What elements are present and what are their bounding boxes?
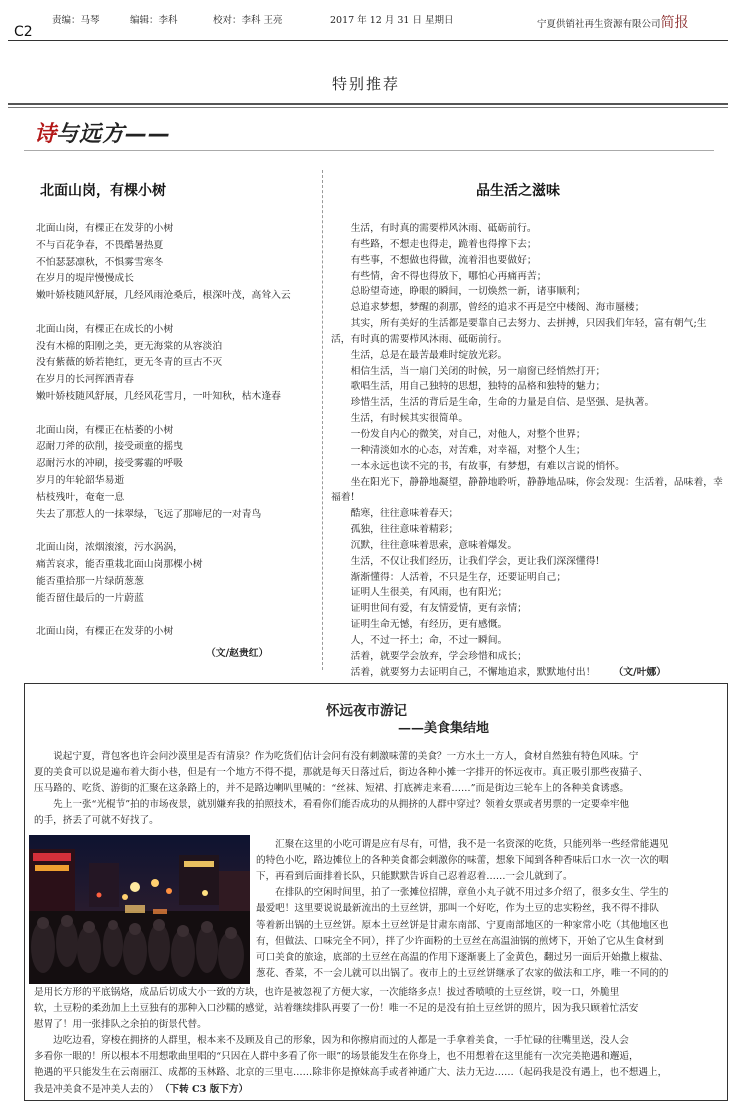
essay-line-text: 活着，就要努力去证明自己，不懈地追求，默默地付出！	[331, 666, 596, 678]
column-divider	[322, 170, 323, 670]
left-article-author: （文/赵贵红）	[206, 648, 269, 659]
poem-line: 岁月的年轮韶华易逝	[36, 474, 125, 486]
essay-line: 珍惜生活，生活的背后是生命，生命的力量是自信、是坚强、是执著。	[331, 397, 655, 409]
essay-line	[331, 665, 723, 681]
feature-line: 在排队的空闲时间里，拍了一张摊位招牌，章鱼小丸子就不用过多介绍了，很多女生、学生的	[256, 887, 669, 899]
left-article-title: 北面山岗，有棵小树	[40, 183, 166, 199]
essay-line: 生活，有时候其实很简单。	[331, 413, 469, 425]
feature-line	[34, 1082, 248, 1098]
poem-line: 北面山岗，有棵正在发芽的小树	[36, 223, 174, 234]
essay-line: 有些事，不想做也得做，流着泪也要做好；	[331, 254, 537, 266]
poem-line: 在岁月的堤岸慢慢成长	[36, 273, 134, 285]
editor-in-charge: 责编：马琴	[52, 15, 100, 26]
poem-line: 不与百花争春，不畏酷暑热夏	[36, 239, 164, 251]
essay-line: 总追求梦想，梦醒的刹那，曾经的追求不再是空中楼阁、海市蜃楼；	[331, 302, 645, 314]
essay-line: 坐在阳光下，静静地凝望，静静地聆听，静静地品味，你会发现：生活着，品味着，幸福着!	[331, 476, 723, 504]
essay-line: 生活，不仅让我们经历，让我们学会，更让我们深深懂得!	[331, 555, 600, 567]
essay-line: 渐渐懂得：人活着，不只是生存，还要证明自己；	[331, 571, 567, 583]
feature-line: 是用长方形的平底锅烙，成品后切成大小一致的方块，也许是被忽视了方便大家，一次能络多点！拔过香喷喷的土豆丝饼，咬一口，外脆里	[34, 986, 620, 998]
poem-line: 没有紫薇的娇若艳红，更无冬青的亘古不灭	[36, 357, 223, 369]
essay-line: 总盼望奇迹，睁眼的瞬间，一切焕然一新，诸事顺利；	[331, 286, 586, 298]
feature-line: 等着新出锅的土豆丝饼。原本土豆丝饼是甘肃东南部、宁夏南部地区的一种家常小吃（其他地区也	[256, 919, 669, 931]
feature-line: 可口美食的旅途，底部的土豆丝在高温的作用下逐渐裹上了金黄色，翻过另一面后开始撒上椒盐、	[256, 951, 669, 963]
poem-line: 忍耐刀斧的砍削，接受顽童的摇曳	[36, 441, 183, 453]
feature-line: 葱花、香菜，不一会儿就可以出锅了。夜市上的土豆丝饼继承了农家的做法和工序，唯一不同的的	[256, 967, 669, 979]
essay-line: 生活，总是在最苦最难时绽放光彩。	[331, 349, 508, 361]
banner-rule	[24, 150, 714, 151]
feature-line: 的特色小吃，路边摊位上的各种美食都会刺激你的味蕾，想象下闻到各种香味后口水一次一次的咽	[256, 855, 669, 867]
feature-subtitle: ——美食集结地	[398, 721, 490, 736]
essay-line: 证明人生很美，有风雨，也有阳光；	[331, 587, 508, 599]
essay-line: 一种清淡如水的心态，对苦难，对幸福，对整个人生；	[331, 444, 586, 456]
poem-line: 北面山岗，浓烟滚滚，污水涡涡，	[36, 542, 183, 554]
feature-line: 说起宁夏，背包客也许会问沙漠里是否有清泉？作为吃货们估计会问有没有刺激味蕾的美食？一方水土一方人，食材自然独有特色风味。宁	[34, 751, 639, 762]
poem-line: 没有木棉的阳刚之美，更无海棠的从容淡泊	[36, 340, 223, 352]
poem-line: 忍耐污水的冲刷，接受雾霾的呼吸	[36, 458, 183, 470]
night-market-photo	[29, 835, 250, 984]
feature-line: 多看你一眼的！所以根本不用想歌曲里唱的“只因在人群中多看了你一眼”的场景能发生在你身上，也不用想着在这里能有一次完美艳遇和邂逅，	[34, 1051, 639, 1063]
poem-line: 在岁月的长河挥洒青春	[36, 374, 134, 386]
poem-line: 痛苦哀求，能否重栽北面山岗那棵小树	[36, 558, 203, 570]
feature-line: 有，但做法、口味完全不同），拌了少许面粉的土豆丝在高温油锅的煎烤下，开始了它从生食材到	[256, 935, 664, 947]
poem-line: 嫩叶娇枝随风舒展，几经风雨沧桑后，根深叶茂，高耸入云	[36, 290, 291, 302]
section-title: 特别推荐	[331, 75, 400, 93]
essay-line: 人，不过一抔土；命，不过一瞬间。	[331, 634, 508, 646]
feature-line: 夏的美食可以说是遍布着大街小巷，但是有一个地方不得不提，那就是每天日落过后，街边各种小摊一字排开的怀远夜市。真正吸引那些夜猫子、	[34, 767, 648, 779]
essay-line: 一本永远也读不完的书，有故事，有梦想，有难以言说的悄怀。	[331, 460, 625, 472]
essay-line: 歌唱生活，用自己独特的思想，独特的品格和独特的魅力；	[331, 381, 606, 393]
paper-brand: 简报	[660, 15, 689, 31]
poem-line: 北面山岗，有棵正在成长的小树	[36, 323, 174, 335]
poem-line: 失去了那惹人的一抹翠绿，飞远了那啼尼的一对青鸟	[36, 508, 262, 520]
feature-line: 汇聚在这里的小吃可谓是应有尽有，可惜，我不是一名资深的吃货，只能列举一些经常能遇见	[256, 839, 669, 850]
issue-date: 2017 年 12 月 31 日 星期日	[330, 15, 454, 26]
feature-line: 压马路的、吃货、游街的汇聚在这条路上的，并不是路边喇叭里喊的：“丝袜、短裙、打底裤走来看……”而是街边三轮车上的各种美食诱惑。	[34, 783, 630, 795]
essay-line: 证明生命无憾，有经历，更有感慨。	[331, 619, 508, 631]
poem-line: 北面山岗，有棵正在发芽的小树	[36, 626, 174, 638]
essay-line: 一份发自内心的微笑，对自己，对他人，对整个世界；	[331, 428, 586, 440]
poem-body	[36, 221, 322, 641]
essay-line: 其实，所有美好的生活都是要靠自己去努力、去拼搏，只因我们年轻，富有朝气;生活，有时真的需要栉风沐雨、砥砺前行。	[331, 318, 707, 345]
essay-line: 相信生活，当一扇门关闭的时候，另一扇窗已经悄然打开；	[331, 365, 606, 377]
essay-line: 酷寒，往往意味着春天；	[331, 508, 459, 520]
feature-line: 下，再看到后面排着长队，只能默默告诉自己忍着忍着……一会儿就到了。	[256, 871, 573, 883]
paper-name	[537, 12, 689, 32]
essay-line: 沉默，往往意味着思索，意味着爆发。	[331, 539, 518, 551]
proofreader: 校对：李科 王亮	[213, 15, 283, 26]
section-rule-thin	[8, 107, 728, 108]
feature-line: 先上一张“光棍节”拍的市场夜景，就别嫌弃我的拍照技术，看看你们能否成功的从拥挤的人群中穿过？领着女票或者男票的一定要牵牢他	[34, 799, 630, 811]
header-rule	[8, 40, 728, 41]
essay-line: 有些路，不想走也得走，跪着也得撑下去；	[331, 238, 537, 250]
layout-editor: 编辑：李科	[130, 15, 178, 26]
essay-line: 活着，就要学会放弃，学会珍惜和成长；	[331, 650, 527, 662]
essay-line: 有些情，舍不得也得放下，哪怕心再痛再苦；	[331, 270, 547, 282]
column-banner	[34, 117, 171, 149]
right-article-author: （文/叶娜）	[613, 666, 667, 678]
poem-line: 能否留住最后的一片蔚蓝	[36, 592, 144, 604]
essay-line: 生活，有时真的需要栉风沐雨、砥砺前行。	[331, 223, 537, 234]
continued-note: （下转 C3 版下方）	[164, 1083, 249, 1095]
poem-line: 北面山岗，有棵正在枯萎的小树	[36, 424, 174, 436]
banner-red-char: 诗	[34, 121, 57, 147]
feature-line: 慰胃了！用一张排队之余拍的街景代替。	[34, 1019, 207, 1031]
poem-line: 能否重拾那一片绿荫葱葱	[36, 575, 144, 587]
section-rule	[8, 103, 728, 105]
banner-text: 与远方——	[56, 122, 172, 147]
feature-last-line: 我是冲美食不是冲美人去的）	[34, 1083, 159, 1095]
poem-line: 枯枝残叶，奄奄一息	[36, 491, 125, 503]
essay-body	[331, 221, 723, 680]
feature-line: 的手，挤丢了可就不好找了。	[34, 815, 159, 827]
paper-org: 宁夏供销社再生资源有限公司	[537, 19, 661, 30]
poem-line: 不怕瑟瑟凛秋，不惧雾雪寒冬	[36, 256, 164, 268]
feature-line: 边吃边看，穿梭在拥挤的人群里，根本来不及顾及自己的形象，因为和你擦肩而过的人都是一手拿着美食，一手忙碌的往嘴里送，没人会	[34, 1035, 629, 1047]
right-article-title: 品生活之滋味	[476, 183, 560, 199]
feature-title: 怀远夜市游记	[326, 703, 407, 719]
essay-line: 孤独，往往意味着精彩；	[331, 524, 459, 536]
feature-line: 软，土豆粉的柔劲加上土豆独有的那种入口沙糯的感觉，站着继续排队再要了一份！唯一不足的是没有拍土豆丝饼的照片，因为我只顾着忙活安	[34, 1003, 639, 1014]
feature-line: 艳遇的平只能发生在云南丽江、成都的玉林路、北京的三里屯……除非你是撩妹高手或者神通广大、法力无边……（起码我是没有遇上，也不想遇上，	[34, 1067, 668, 1079]
poem-line: 嫩叶娇枝随风舒展，几经风花雪月，一叶知秋，枯木逢春	[36, 390, 281, 402]
page-code: C2	[14, 24, 33, 40]
feature-line: 最爱吧！这里要说说最新流出的土豆丝饼，那叫一个好吃，作为土豆的忠实粉丝，我不得不排队	[256, 903, 659, 915]
essay-line: 证明世间有爱，有友情爱情，更有亲情；	[331, 603, 527, 615]
